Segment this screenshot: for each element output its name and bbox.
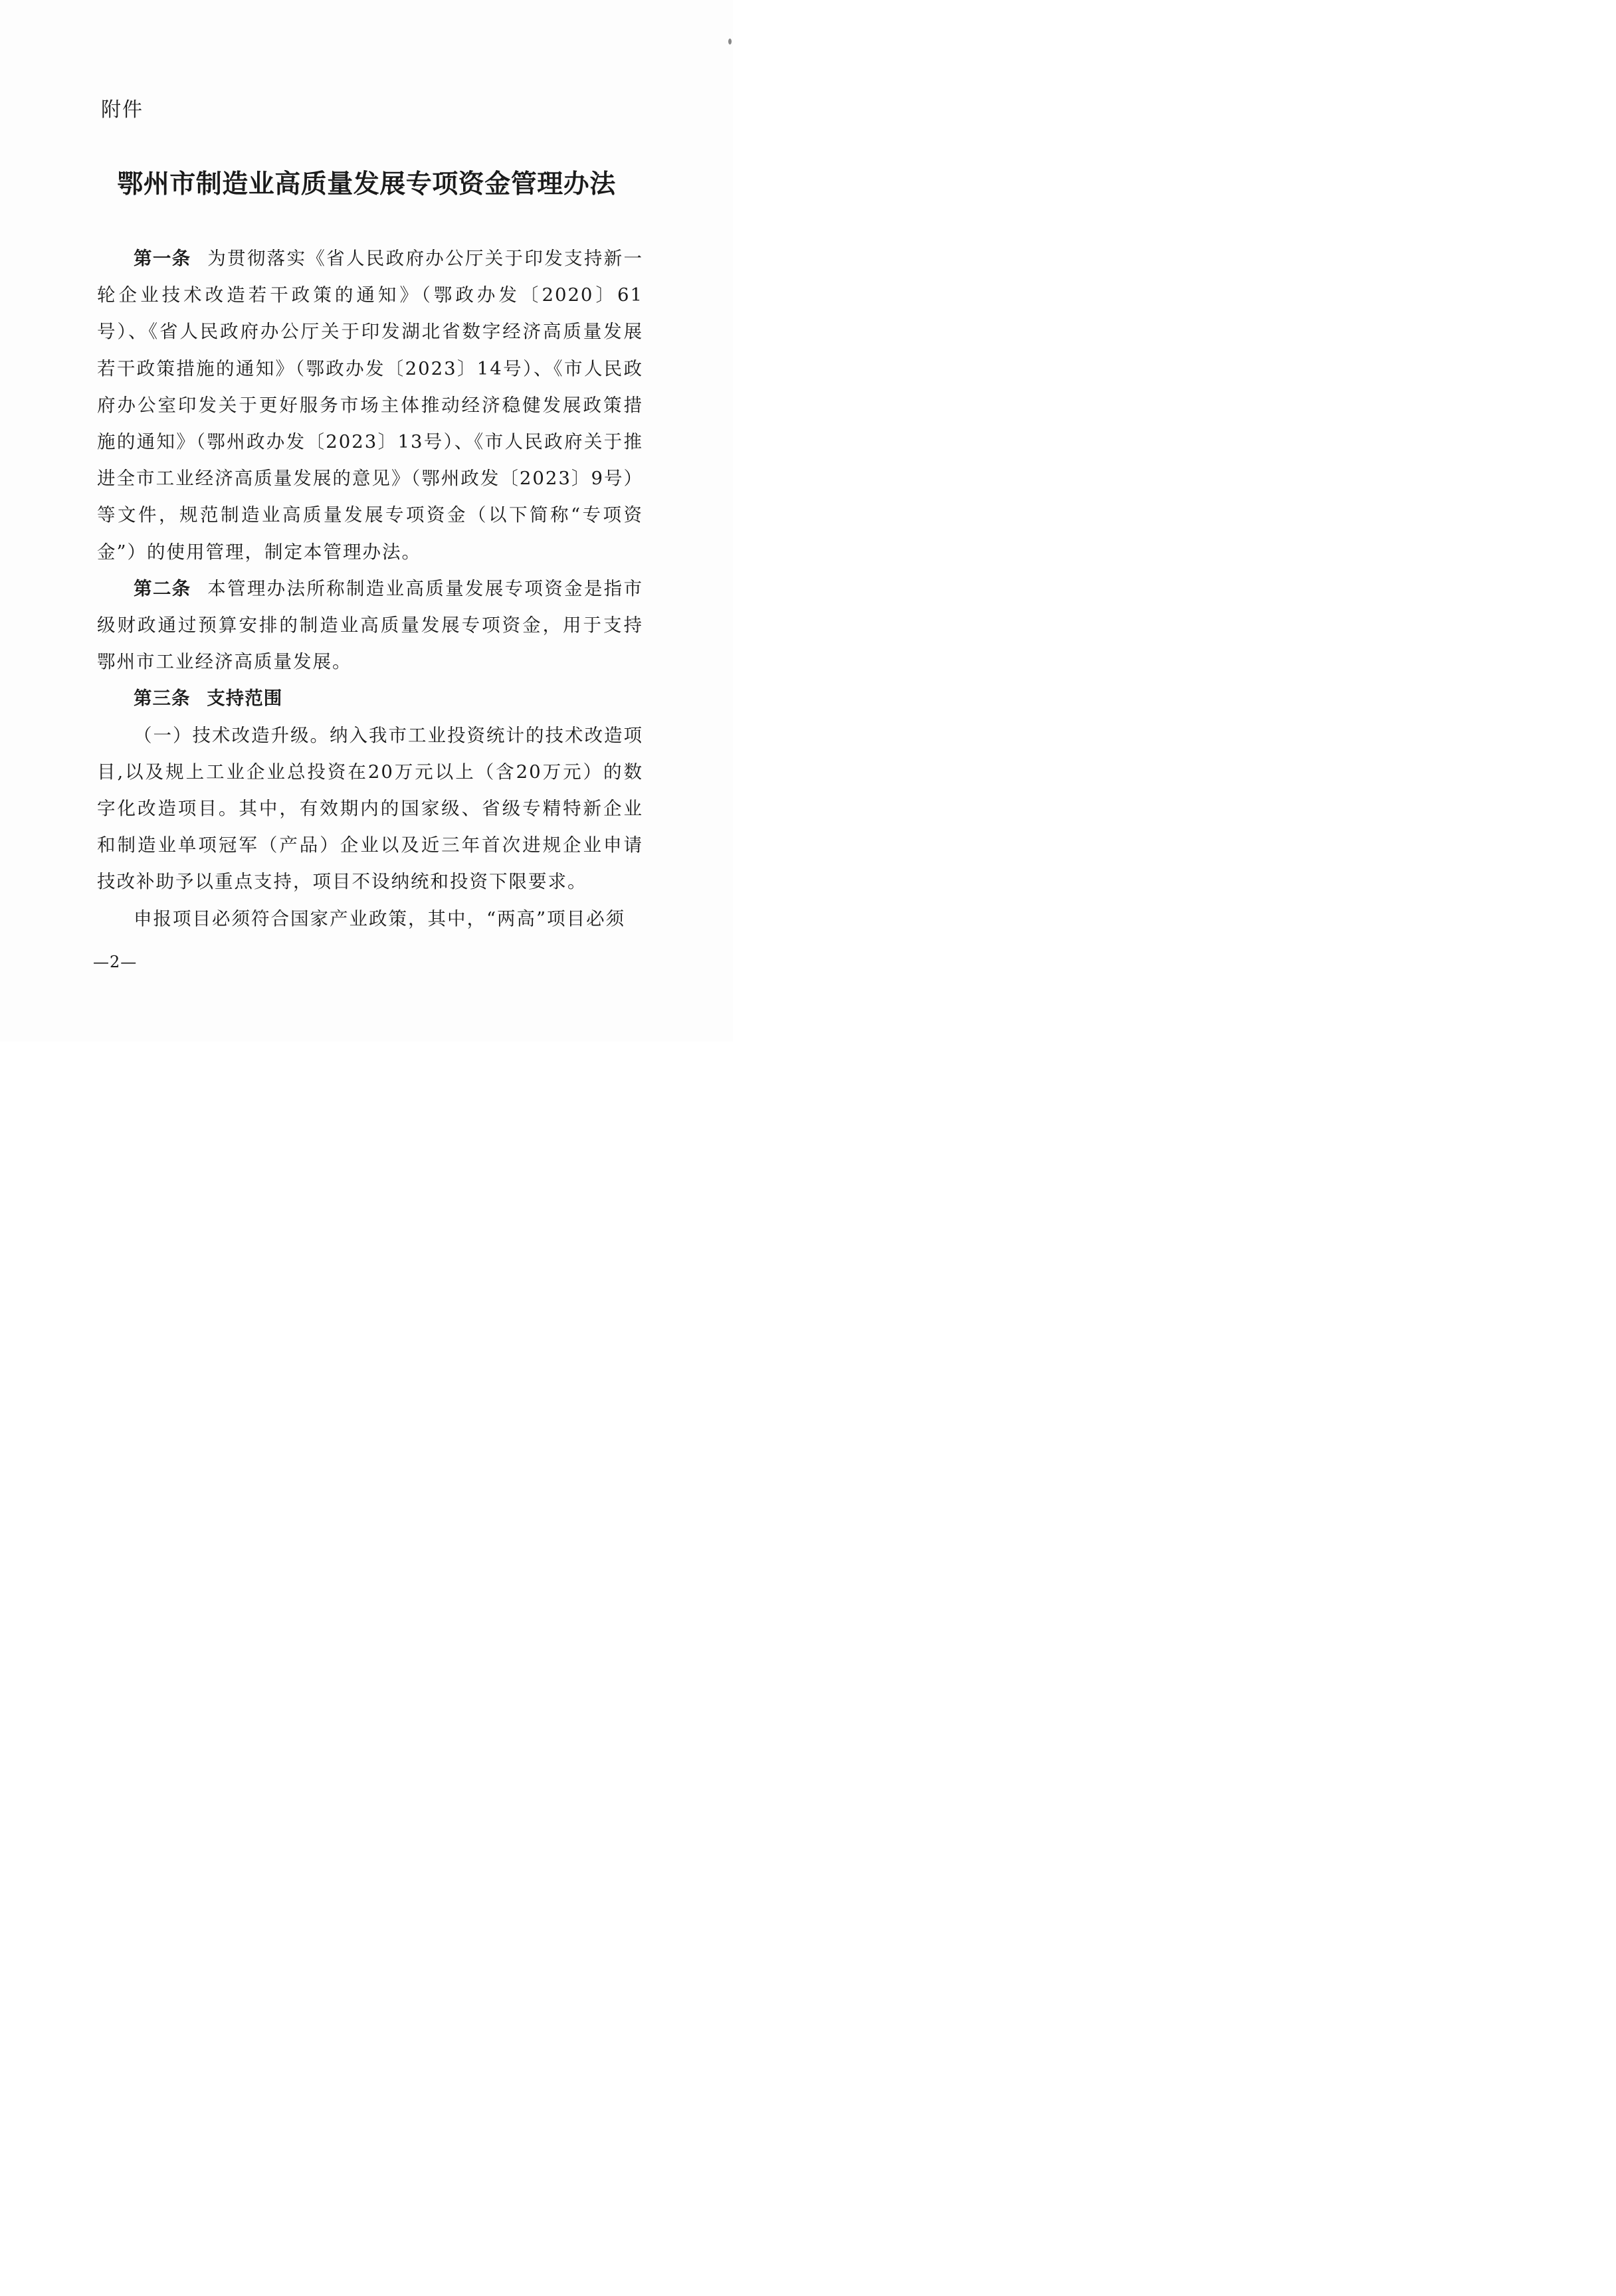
article-text: 本管理办法所称制造业高质量发展专项资金是指市级财政通过预算安排的制造业高质量发展专项资金，用于支持鄂州市工业经济高质量发展。	[97, 577, 643, 673]
document-title: 鄂州市制造业高质量发展专项资金管理办法	[117, 169, 616, 199]
article-1	[97, 240, 643, 571]
paragraph: 申报项目必须符合国家产业政策，其中，“两高”项目必须	[134, 908, 626, 929]
article-2	[97, 571, 643, 681]
article-heading: 第二条	[134, 577, 191, 599]
article-text: 为贯彻落实《省人民政府办公厅关于印发支持新一轮企业技术改造若干政策的通知》（鄂政办发〔2020〕61号）、《省人民政府办公厅关于印发湖北省数字经济高质量发展若干政策措施的通知》（鄂政办发〔2023〕14号）、《市人民政府办公室印发关于更好服务市场主体推动经济稳健发展政策措施的通知》（鄂州政办发〔2023〕13号）、《市人民政府关于推进全市工业经济高质量发展的意见》（鄂州政发〔2023〕9号）等文件，规范制造业高质量发展专项资金（以下简称“专项资金”）的使用管理，制定本管理办法。	[97, 248, 643, 563]
article-3	[97, 680, 643, 717]
attachment-label: 附件	[101, 98, 144, 122]
page-number: —2—	[93, 953, 138, 971]
article-heading: 第三条	[134, 688, 191, 710]
article-heading: 第一条	[134, 248, 191, 269]
document-body	[97, 240, 643, 937]
scan-artifact	[728, 39, 732, 45]
paragraph: （一）技术改造升级。纳入我市工业投资统计的技术改造项目,以及规上工业企业总投资在20万元以上（含20万元）的数字化改造项目。其中，有效期内的国家级、省级专精特新企业和制造业单项冠军（产品）企业以及近三年首次进规企业申请技改补助予以重点支持，项目不设纳统和投资下限要求。	[97, 724, 643, 893]
article-title: 支持范围	[207, 688, 283, 710]
document-page	[0, 0, 733, 1042]
